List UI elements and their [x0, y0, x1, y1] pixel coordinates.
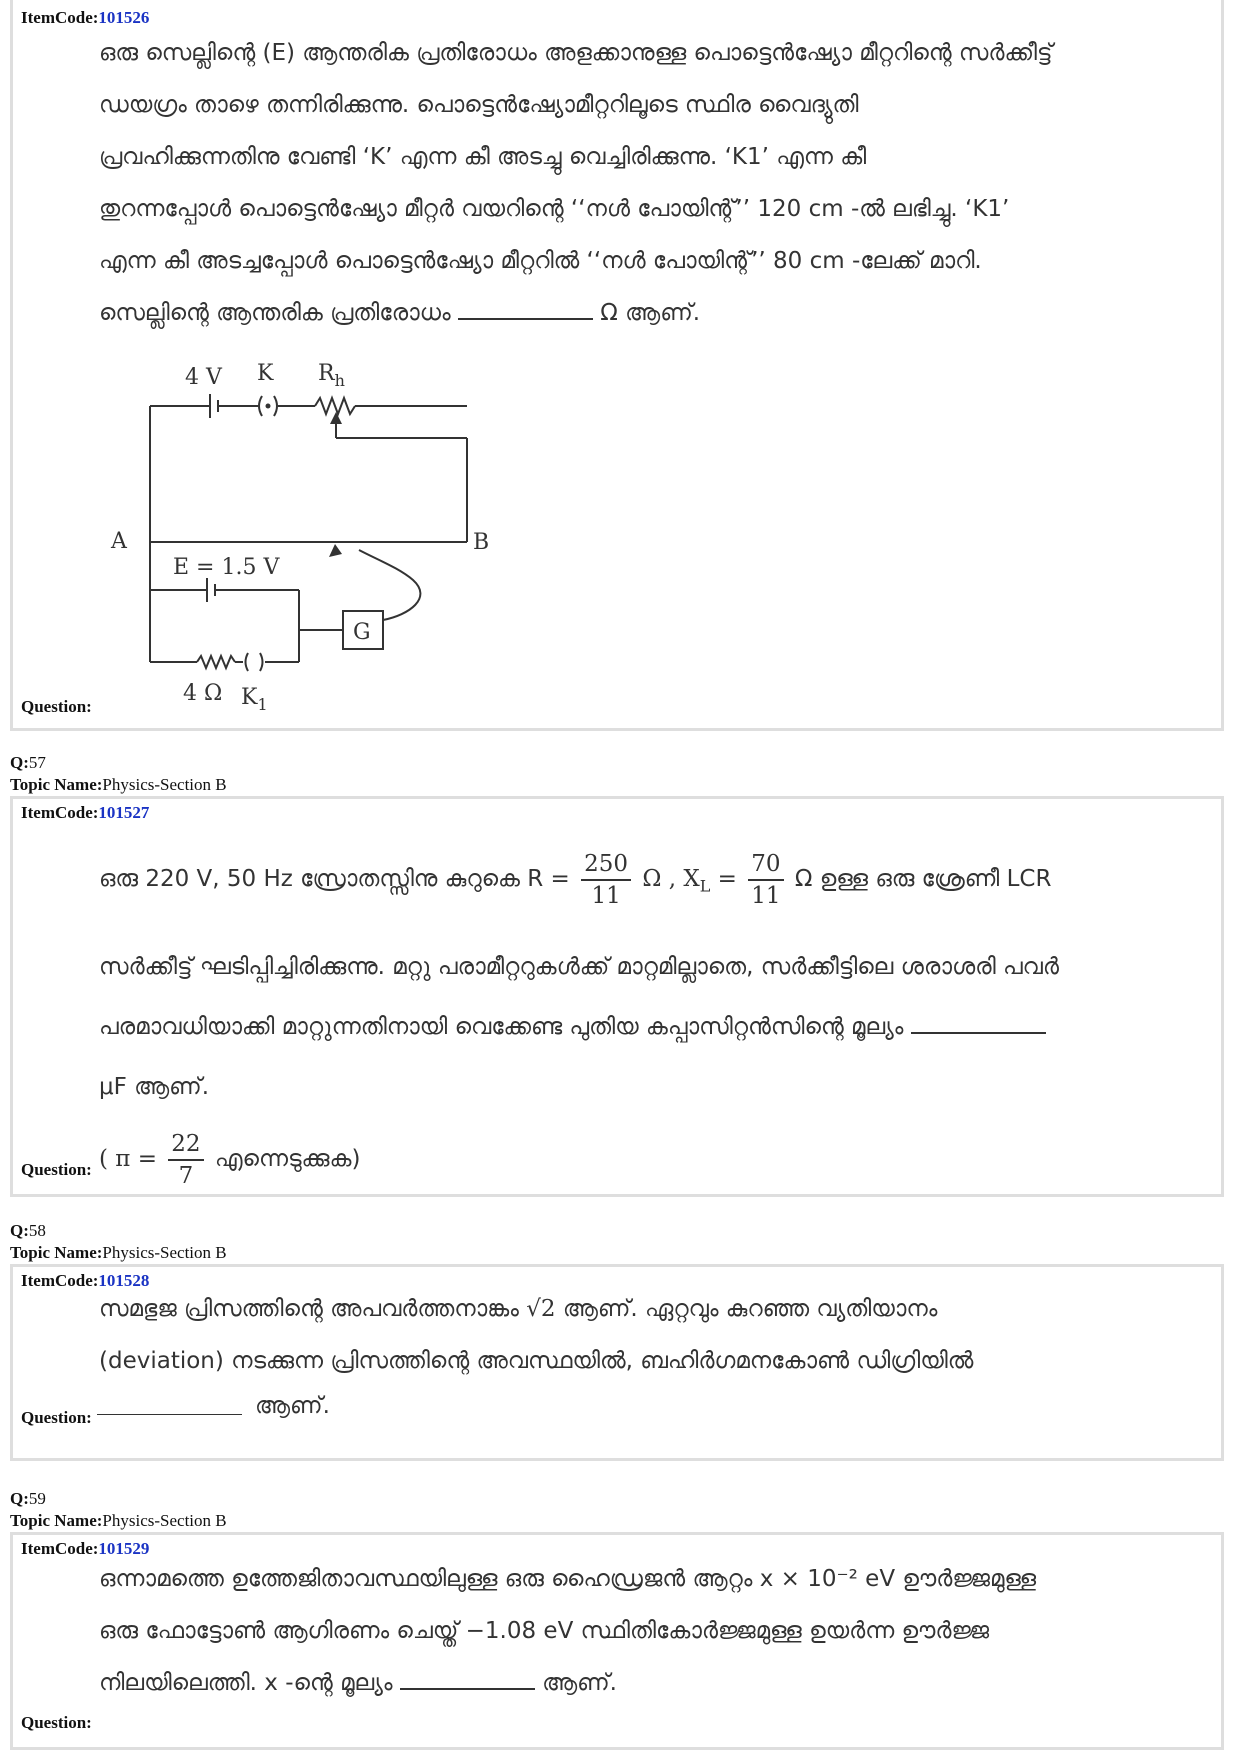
- question-text: [99, 1553, 1225, 1709]
- resistor-label: 4 Ω: [183, 681, 223, 706]
- text-fragment: എന്നെടുക്കുക): [214, 1146, 361, 1172]
- subscript: L: [699, 876, 711, 896]
- question-label: Question:: [21, 1408, 92, 1427]
- question-number: 58: [28, 1221, 46, 1240]
- q-label: Q:: [10, 753, 29, 772]
- text-line: [99, 1657, 1225, 1709]
- text-fragment: ( π =: [99, 1146, 157, 1172]
- galvanometer-label: G: [353, 620, 371, 645]
- q-label: Q:: [10, 1489, 29, 1508]
- item-code-row: [21, 8, 149, 28]
- text-fragment: സമഭുജ പ്രിസത്തിന്റെ അപവർത്തനാങ്കം: [99, 1296, 519, 1322]
- item-code-label: ItemCode:: [21, 8, 99, 27]
- fraction-xl: $\frac{70}{11}$: [748, 849, 783, 911]
- sqrt-value: √2: [526, 1296, 556, 1322]
- answer-blank: [97, 1414, 242, 1415]
- question-text: [99, 27, 1225, 339]
- question-label: Question:: [21, 1160, 92, 1179]
- text-fragment: Ω , X: [642, 866, 700, 892]
- text-fragment: ആണ്. ഏറ്റവും കുറഞ്ഞ വ്യതിയാനം: [562, 1296, 938, 1322]
- question-label: Question:: [21, 1713, 92, 1732]
- q-label: Q:: [10, 1221, 29, 1240]
- text-line: ഒരു സെല്ലിന്റെ (E) ആന്തരിക പ്രതിരോധം അളക്കാനുള്ള പൊട്ടെൻഷ്യോ മീറ്ററിന്റെ സർക്കീട്ട്: [99, 40, 1053, 66]
- question-card-101529: [10, 1532, 1224, 1750]
- topic-label: Topic Name:: [10, 775, 103, 794]
- cell-label: E = 1.5 V: [173, 555, 280, 580]
- rheostat-label: $R_h$: [318, 361, 345, 390]
- question-answer-row: [21, 1393, 330, 1428]
- item-code-value: 101529: [98, 1539, 150, 1558]
- point-a-label: A: [111, 529, 127, 554]
- question-label: Question:: [21, 697, 92, 716]
- text-fragment: ആണ്.: [255, 1393, 330, 1419]
- topic-row: [10, 1242, 227, 1263]
- question-number: 57: [28, 753, 46, 772]
- question-number-row: [10, 1220, 46, 1241]
- text-line: പ്രവഹിക്കുന്നതിനു വേണ്ടി ‘K’ എന്ന കീ അടച്ചു വെച്ചിരിക്കുന്നു. ‘K1’ എന്ന കീ: [99, 144, 867, 170]
- text-line: [99, 999, 1225, 1055]
- text-line: μF ആണ്.: [99, 1074, 210, 1100]
- question-number-row: [10, 1488, 46, 1509]
- text-line: സർക്കീട്ട് ഘടിപ്പിച്ചിരിക്കുന്നു. മറ്റു പരാമീറ്ററുകൾക്ക് മാറ്റമില്ലാതെ, സർക്കീട്ടിലെ ശരാശരി പവർ: [99, 954, 1059, 980]
- text-fragment: Ω ആണ്.: [600, 300, 701, 326]
- text-fragment: ഒരു 220 V, 50 Hz സ്രോതസ്സിനു കുറുകെ R =: [99, 866, 570, 892]
- fraction-pi: $\frac{22}{7}$: [168, 1129, 203, 1191]
- fraction-r: $\frac{250}{11}$: [581, 849, 631, 911]
- text-fragment: പരമാവധിയാക്കി മാറ്റുന്നതിനായി വെക്കേണ്ട പുതിയ കപ്പാസിറ്റൻസിന്റെ മൂല്യം: [99, 1014, 904, 1040]
- text-fragment: സെല്ലിന്റെ ആന്തരിക പ്രതിരോധം: [99, 300, 451, 326]
- text-fragment: Ω ഉള്ള ഒരു ശ്രേണീ LCR: [794, 866, 1052, 892]
- topic-label: Topic Name:: [10, 1243, 103, 1262]
- point-b-label: B: [473, 530, 490, 555]
- topic-value: Physics-Section B: [102, 1511, 227, 1530]
- question-number-row: [10, 752, 46, 773]
- item-code-value: 101528: [98, 1271, 150, 1290]
- question-number: 59: [28, 1489, 46, 1508]
- question-text: [99, 1283, 1225, 1387]
- text-line: [99, 839, 1225, 919]
- text-fragment: നിലയിലെത്തി. x -ന്റെ മൂല്യം: [99, 1670, 393, 1696]
- question-card-101528: [10, 1264, 1224, 1461]
- text-line: ഒരു ഫോട്ടോൺ ആഗിരണം ചെയ്ത് −1.08 eV സ്ഥിതികോർജ്ജമുള്ള ഉയർന്ന ഊർജ്ജ: [99, 1618, 990, 1644]
- item-code-label: ItemCode:: [21, 1539, 99, 1558]
- text-line: എന്ന കീ അടച്ചപ്പോൾ പൊട്ടെൻഷ്യോ മീറ്ററിൽ ‘‘നൾ പോയിന്റ്’’ 80 cm -ലേക്ക് മാറി.: [99, 248, 982, 274]
- key-k1-label: $K_1$: [241, 685, 268, 714]
- text-line: ഡയഗ്രം താഴെ തന്നിരിക്കുന്നു. പൊട്ടെൻഷ്യോമീറ്ററിലൂടെ സ്ഥിര വൈദ്യുതി: [99, 92, 859, 118]
- topic-value: Physics-Section B: [102, 775, 227, 794]
- item-code-label: ItemCode:: [21, 1271, 99, 1290]
- topic-value: Physics-Section B: [102, 1243, 227, 1262]
- topic-label: Topic Name:: [10, 1511, 103, 1530]
- item-code-value: 101526: [98, 8, 150, 27]
- text-line: [99, 287, 1225, 339]
- text-line: തുറന്നപ്പോൾ പൊട്ടെൻഷ്യോ മീറ്റർ വയറിന്റെ ‘‘നൾ പോയിന്റ്’’ 120 cm -ൽ ലഭിച്ചു. ‘K1’: [99, 196, 1010, 222]
- key-k-label: K: [257, 361, 274, 386]
- answer-blank: [911, 1010, 1046, 1034]
- question-card-101526: [10, 0, 1224, 731]
- text-fragment: ആണ്.: [542, 1670, 617, 1696]
- text-line: [99, 1283, 1225, 1335]
- item-code-value: 101527: [98, 803, 150, 822]
- topic-row: [10, 1510, 227, 1531]
- potentiometer-circuit-diagram: [93, 350, 513, 730]
- text-fragment: =: [717, 866, 737, 892]
- answer-blank: [400, 1666, 535, 1690]
- text-line: (deviation) നടക്കുന്ന പ്രിസത്തിന്റെ അവസ്ഥയിൽ, ബഹിർഗമനകോൺ ഡിഗ്രിയിൽ: [99, 1348, 974, 1374]
- answer-blank: [458, 296, 593, 320]
- text-line: ഒന്നാമത്തെ ഉത്തേജിതാവസ്ഥയിലുള്ള ഒരു ഹൈഡ്രജൻ ആറ്റം x × 10⁻² eV ഊർജ്ജമുള്ള: [99, 1566, 1037, 1592]
- item-code-row: [21, 803, 149, 823]
- item-code-label: ItemCode:: [21, 803, 99, 822]
- question-text: [99, 839, 1225, 1199]
- question-card-101527: [10, 796, 1224, 1197]
- text-line: [99, 1119, 1225, 1199]
- battery-label: 4 V: [185, 365, 222, 390]
- topic-row: [10, 774, 227, 795]
